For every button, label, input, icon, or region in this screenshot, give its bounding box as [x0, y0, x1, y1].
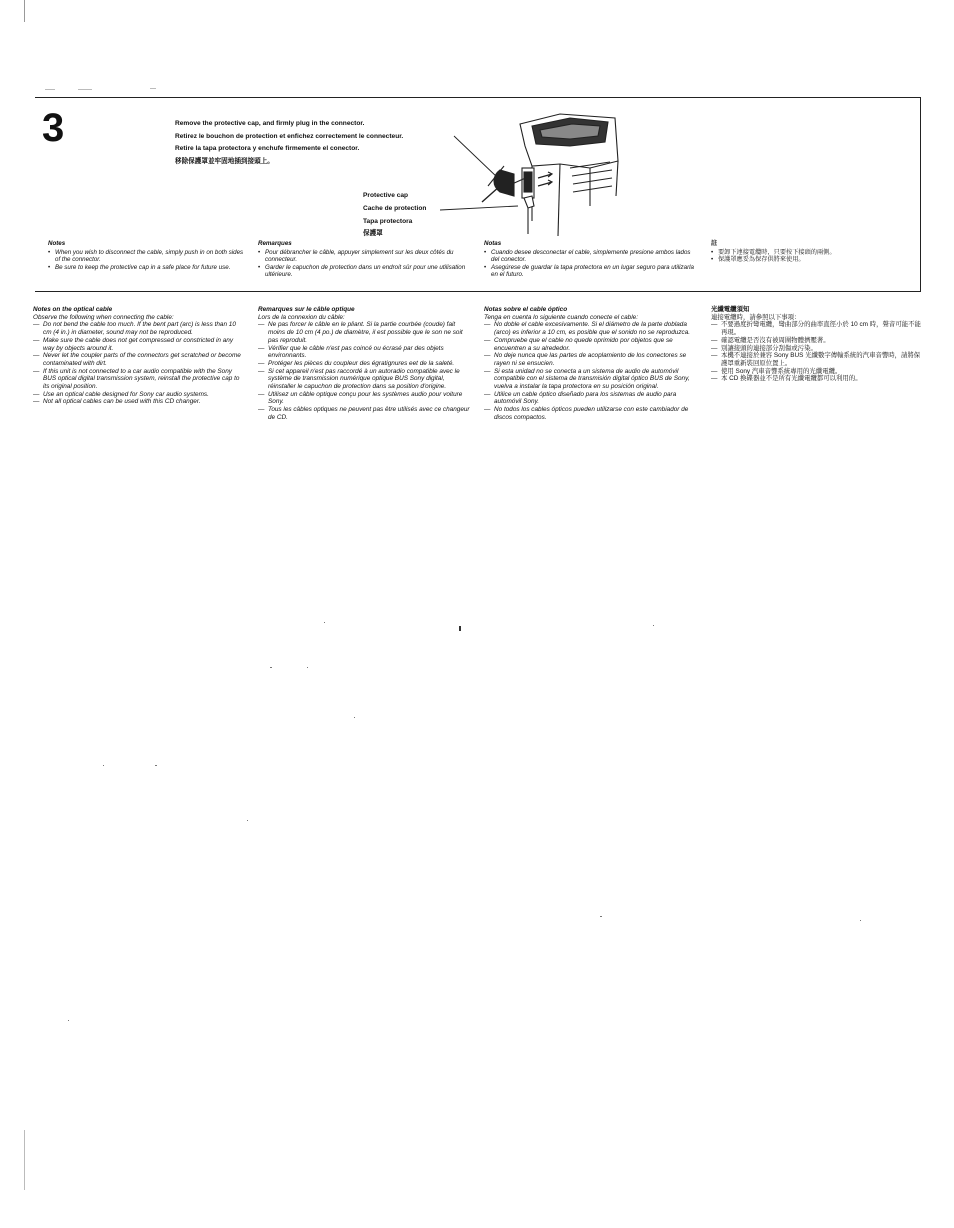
cable-notes-heading: 光纖電纜須知 [711, 306, 750, 313]
notes-en [48, 240, 244, 271]
scan-speck [600, 916, 602, 917]
page-edge-mark [24, 1130, 25, 1190]
scan-speck [354, 717, 355, 718]
notes-zh [711, 240, 901, 264]
list-item: • Garder le capuchon de protection dans un endroit sûr pour une utilisation ultérieure. [258, 264, 472, 279]
scan-speck [459, 626, 461, 631]
list-item: • 保護罩應妥為保存供將來使用。 [711, 256, 901, 264]
list-item: — 確認電纜是否沒有被周圍物體擠壓著。 [711, 337, 926, 345]
list-item: — Compruebe que el cable no quede oprimido por objetos que se encuentren a su alrededor. [484, 337, 698, 352]
cable-notes-es [484, 306, 698, 422]
notes-heading: Remarques [258, 240, 292, 247]
scan-line [78, 89, 92, 90]
list-item: — 別讓接頭的連接部分刮傷或污染。 [711, 345, 926, 353]
list-item: — Not all optical cables can be used with this CD changer. [33, 398, 245, 406]
list-item: — 不要過度折彎電纜，彎曲部分的曲率直徑小於 10 cm 時，聲音可能不能再現。 [711, 321, 926, 336]
scan-speck [247, 820, 248, 821]
list-item: — Never let the coupler parts of the connectors get scratched or become contaminated with dirt. [33, 352, 245, 367]
scan-line [45, 89, 55, 90]
scan-speck [324, 622, 325, 623]
cable-notes-heading: Notas sobre el cable óptico [484, 306, 568, 313]
list-item: — 本機不連接於兼容 Sony BUS 光纖數字傳輸系統的汽車音響時，請將保護罩重新裝回原位置上。 [711, 352, 926, 367]
cable-notes-zh [711, 306, 926, 383]
cable-notes-intro: Tenga en cuenta lo siguiente cuando conecte el cable: [484, 313, 638, 321]
list-item: — Tous les câbles optiques ne peuvent pas être utilisés avec ce changeur de CD. [258, 406, 470, 421]
list-item: — Use an optical cable designed for Sony car audio systems. [33, 391, 245, 399]
connector-illustration [440, 106, 630, 236]
list-item: • Cuando desee desconectar el cable, simplemente presione ambos lados del conector. [484, 249, 698, 264]
notes-heading: Notas [484, 240, 502, 247]
step-instructions [175, 118, 475, 168]
list-item: • Be sure to keep the protective cap in a safe place for future use. [48, 264, 244, 272]
list-item: — Utilisez un câble optique conçu pour les systèmes audio pour voiture Sony. [258, 391, 470, 406]
scan-line [150, 88, 156, 89]
list-item: • Pour débrancher le câble, appuyer simplement sur les deux côtés du connecteur. [258, 249, 472, 264]
list-item: — Do not bend the cable too much. If the bent part (arc) is less than 10 cm (4 in.) in diameter, sound may not be reproduced. [33, 321, 245, 336]
instruction-en: Remove the protective cap, and firmly plug in the connector. [175, 120, 365, 127]
instruction-zh: 移除保護罩並牢固地插到接頭上。 [175, 157, 274, 165]
cable-notes-fr [258, 306, 470, 422]
notes-es [484, 240, 698, 279]
callout-label-fr: Cache de protection [363, 204, 427, 212]
scan-speck [155, 765, 157, 766]
notes-fr [258, 240, 472, 279]
scan-speck [103, 765, 104, 766]
instruction-fr: Retirez le bouchon de protection et enfichez correctement le connecteur. [175, 132, 404, 140]
list-item: — No deje nunca que las partes de acoplamiento de los conectores se rayen ni se ensucien. [484, 352, 698, 367]
list-item: • When you wish to disconnect the cable, simply push in on both sides of the connector. [48, 249, 244, 264]
cable-notes-en [33, 306, 245, 406]
list-item: — If this unit is not connected to a car audio compatible with the Sony BUS optical digital transmission system, reinstall the protective cap to its original position. [33, 368, 245, 391]
protective-cap-callout [363, 190, 426, 241]
list-item: — Ne pas forcer le câble en le pliant. Si la partie courbée (coude) fait moins de 10 cm (4 po.) de diamètre, il est possible que le son ne soit pas reproduit. [258, 321, 470, 344]
callout-label-zh: 保護罩 [363, 230, 383, 238]
list-item: — Si cet appareil n'est pas raccordé à un autoradio compatible avec le système de transmission numérique optique BUS Sony digital, réinstaller le capuchon de protection dans sa position d'origine. [258, 368, 470, 391]
cable-notes-intro: Lors de la connexion du câble: [258, 313, 345, 321]
cable-notes-intro: 連接電纜時，請參照以下事項： [711, 313, 801, 321]
scan-speck [860, 920, 861, 921]
list-item: — Vérifier que le câble n'est pas coincé ou écrasé par des objets environnants. [258, 345, 470, 360]
scan-speck [68, 1020, 69, 1021]
step-number: 3 [42, 106, 65, 150]
list-item: — Make sure the cable does not get compressed or constricted in any way by objects around it. [33, 337, 245, 352]
instruction-es: Retire la tapa protectora y enchufe firmemente el conector. [175, 145, 360, 153]
list-item: — No doble el cable excesivamente. Si el diámetro de la parte doblada (arco) es inferior a 10 cm, es posible que el sonido no se reproduzca. [484, 321, 698, 336]
scan-speck [307, 667, 308, 668]
list-item: — Protéger les pièces du coupleur des égratignures eet de la saleté. [258, 360, 470, 368]
list-item: — Utilice un cable óptico diseñado para los sistemas de audio para automóvil Sony. [484, 391, 698, 406]
notes-heading: Notes [48, 240, 66, 247]
list-item: — No todos los cables ópticos pueden utilizarse con este cambiador de discos compactos. [484, 406, 698, 421]
page-edge-mark [24, 0, 25, 22]
list-item: • Asegúrese de guardar la tapa protectora en un lugar seguro para utilizarla en el futuro. [484, 264, 698, 279]
callout-label-en: Protective cap [363, 192, 409, 199]
list-item: — 本 CD 換碟器並不是所有光纖電纜都可以利用的。 [711, 375, 926, 383]
callout-label-es: Tapa protectora [363, 217, 413, 225]
list-item: — 使用 Sony 汽車音響系統專用的光纖電纜。 [711, 368, 926, 376]
cable-notes-intro: Observe the following when connecting the cable: [33, 313, 174, 321]
scan-speck [653, 625, 654, 626]
list-item: • 要卸下連接電纜時，只要按下接頭的兩側。 [711, 249, 901, 257]
cable-notes-heading: Notes on the optical cable [33, 306, 113, 313]
list-item: — Si esta unidad no se conecta a un sistema de audio de automóvil compatible con el sistema de transmisión digital óptico BUS de Sony, vuelva a instalar la tapa protectora en su posición original. [484, 368, 698, 391]
scan-speck [270, 667, 272, 668]
cable-notes-heading: Remarques sur le câble optique [258, 306, 355, 313]
notes-heading: 註 [711, 240, 718, 247]
